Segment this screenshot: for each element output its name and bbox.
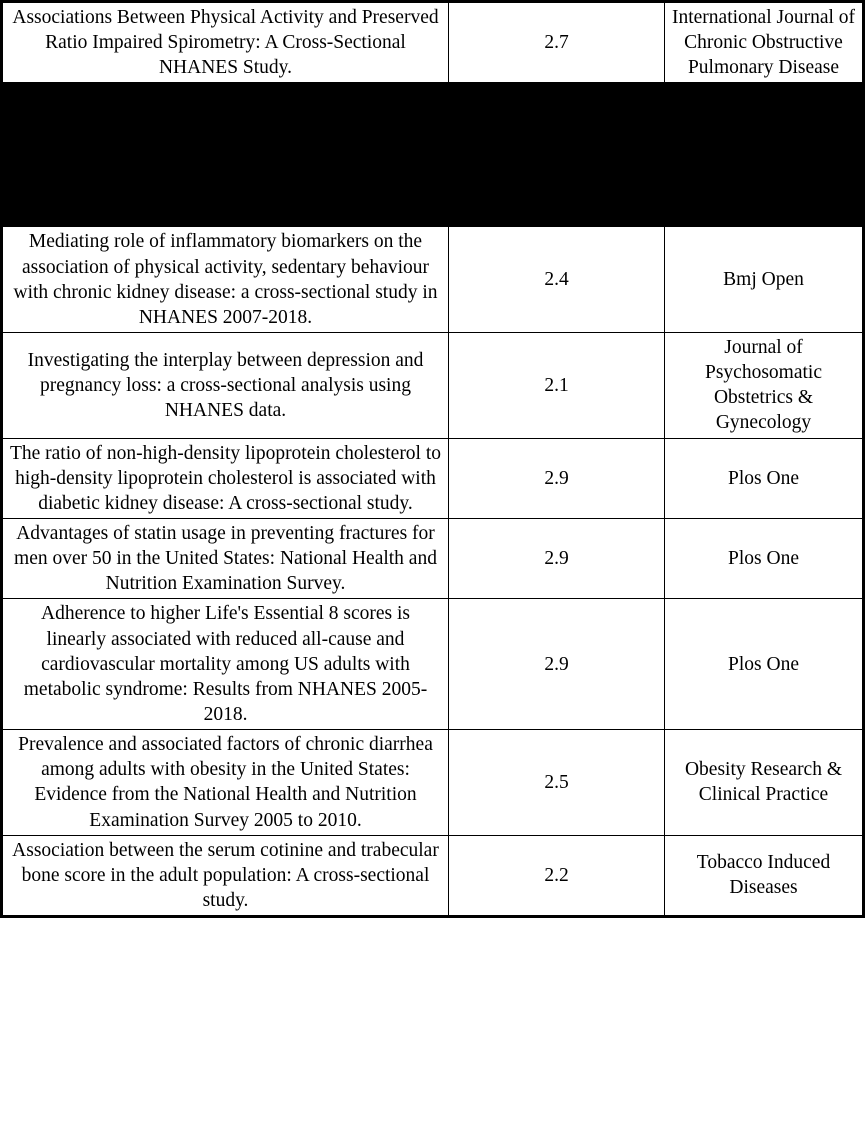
table-row (2, 518, 864, 598)
cell-journal: Plos One (665, 599, 864, 730)
cell-score: 2.9 (449, 438, 665, 518)
table-row (2, 730, 864, 836)
cell-score: 2.9 (449, 518, 665, 598)
publication-table-body (2, 2, 864, 917)
table-row (2, 438, 864, 518)
table-row-redacted (2, 83, 864, 227)
table-row (2, 599, 864, 730)
cell-title: Prevalence and associated factors of chronic diarrhea among adults with obesity in the United States: Evidence from the National Health and Nutrition Examination Survey 2005 to 2010. (2, 730, 449, 836)
cell-journal: Tobacco Induced Diseases (665, 835, 864, 916)
cell-title: Association between the serum cotinine and trabecular bone score in the adult population: A cross-sectional study. (2, 835, 449, 916)
cell-title: Advantages of statin usage in preventing fractures for men over 50 in the United States: National Health and Nutrition Examination Survey. (2, 518, 449, 598)
cell-score: 2.1 (449, 332, 665, 438)
cell-score-redacted (449, 83, 665, 227)
cell-score: 2.5 (449, 730, 665, 836)
cell-title: Investigating the interplay between depression and pregnancy loss: a cross-sectional analysis using NHANES data. (2, 332, 449, 438)
cell-journal: International Journal of Chronic Obstructive Pulmonary Disease (665, 2, 864, 83)
cell-journal: Plos One (665, 518, 864, 598)
cell-score: 2.4 (449, 227, 665, 333)
cell-journal: Plos One (665, 438, 864, 518)
cell-title: Mediating role of inflammatory biomarkers on the association of physical activity, sedentary behaviour with chronic kidney disease: a cross-sectional study in NHANES 2007-2018. (2, 227, 449, 333)
cell-score: 2.9 (449, 599, 665, 730)
cell-title-redacted (2, 83, 449, 227)
cell-journal: Bmj Open (665, 227, 864, 333)
cell-title: The ratio of non-high-density lipoprotein cholesterol to high-density lipoprotein cholesterol is associated with diabetic kidney disease: A cross-sectional study. (2, 438, 449, 518)
cell-journal-redacted (665, 83, 864, 227)
cell-score: 2.2 (449, 835, 665, 916)
table-row (2, 227, 864, 333)
table-row (2, 835, 864, 916)
cell-journal: Journal of Psychosomatic Obstetrics & Gynecology (665, 332, 864, 438)
table-row (2, 2, 864, 83)
cell-title: Associations Between Physical Activity and Preserved Ratio Impaired Spirometry: A Cross-Sectional NHANES Study. (2, 2, 449, 83)
table-row (2, 332, 864, 438)
cell-score: 2.7 (449, 2, 665, 83)
cell-journal: Obesity Research & Clinical Practice (665, 730, 864, 836)
cell-title: Adherence to higher Life's Essential 8 scores is linearly associated with reduced all-cause and cardiovascular mortality among US adults with metabolic syndrome: Results from NHANES 2005-2018. (2, 599, 449, 730)
